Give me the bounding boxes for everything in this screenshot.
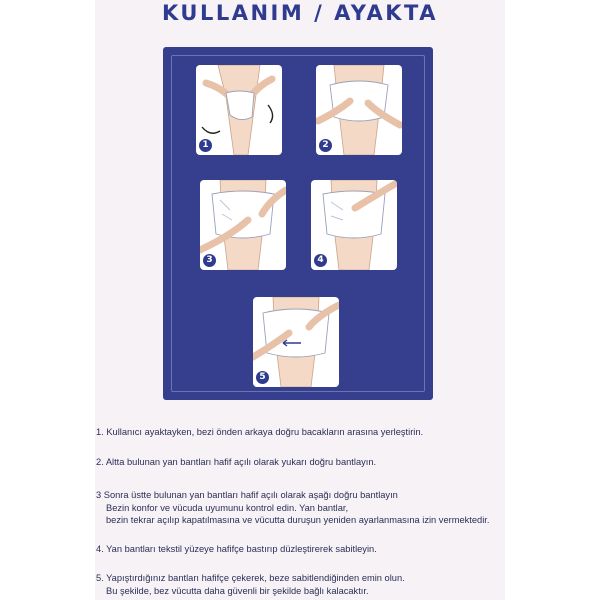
step-number-badge: 5	[256, 371, 269, 384]
instruction-line: bezin tekrar açılıp kapatılmasına ve vücutta duruşun yeniden ayarlanmasına izin vermektedir.	[106, 515, 490, 525]
step-number-badge: 4	[314, 254, 327, 267]
step-number-badge: 1	[199, 139, 212, 152]
instruction-4	[96, 543, 377, 556]
step-1-illustration	[196, 65, 282, 155]
step-3-illustration	[200, 180, 286, 270]
instruction-5	[96, 572, 405, 597]
step-number-badge: 3	[203, 254, 216, 267]
instruction-line: 2. Altta bulunan yan bantları hafif açılı olarak yukarı doğru bantlayın.	[96, 457, 377, 467]
instruction-line: 4. Yan bantları tekstil yüzeye hafifçe bastırıp düzleştirerek sabitleyin.	[96, 544, 377, 554]
instruction-line: 3 Sonra üstte bulunan yan bantları hafif açılı olarak aşağı doğru bantlayın	[96, 490, 398, 500]
instruction-line: 1. Kullanıcı ayaktayken, bezi önden arkaya doğru bacakların arasına yerleştirin.	[96, 427, 424, 437]
instruction-line: Bu şekilde, bez vücutta daha güvenli bir şekilde bağlı kalacaktır.	[106, 585, 369, 596]
step-5-illustration	[253, 297, 339, 387]
instruction-line: Bezin konfor ve vücuda uyumunu kontrol edin. Yan bantlar,	[106, 502, 349, 513]
instruction-2	[96, 456, 376, 469]
instruction-3	[96, 489, 489, 527]
step-4-illustration	[311, 180, 397, 270]
instruction-illustration-panel	[163, 47, 433, 400]
page-title: KULLANIM / AYAKTA	[162, 1, 438, 25]
instruction-1	[96, 426, 423, 439]
instruction-line: 5. Yapıştırdığınız bantları hafifçe çekerek, beze sabitlendiğinden emin olun.	[96, 573, 405, 583]
step-number-badge: 2	[319, 139, 332, 152]
step-2-illustration	[316, 65, 402, 155]
